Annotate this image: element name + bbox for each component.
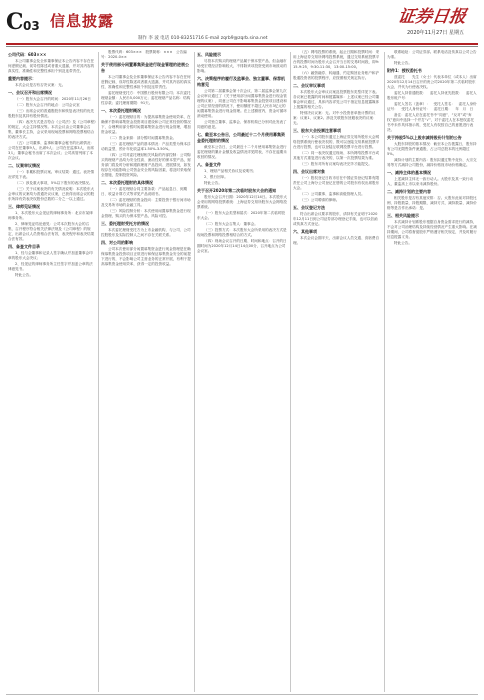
section-number bbox=[6, 9, 52, 39]
article-paragraph: （二）股东大会召集人：董事会。 bbox=[204, 222, 258, 226]
section-letter: C bbox=[6, 9, 24, 35]
article-heading: 五、会议登记方法 bbox=[293, 205, 325, 210]
article-paragraph: （三）关于议案表决的有关情况说明：本次股东大会审议的议案均为普通决议议案，已获得出席会议的股东所持有效表决权股份总数的二分之一以上通过。 bbox=[8, 187, 95, 201]
article-paragraph: 联系地址：公司证券部。联系电话及传真以公司公告为准。 bbox=[387, 50, 477, 59]
article-paragraph: 本公司董事会及全体董事保证本公告内容不存在任何虚假记载、误导性陈述或者重大遗漏，并对其内容的真实性、准确性和完整性承担个别及连带责任。 bbox=[8, 59, 95, 73]
article-heading: 关于持股5%以上股东减持股份计划的公告 bbox=[387, 135, 462, 140]
article-paragraph: （二）股东大会召开的地点：公司会议室 bbox=[15, 103, 80, 107]
article-paragraph: （一）股东大会类型和届次：2020年第二次临时股东大会。 bbox=[197, 211, 286, 220]
article-heading: 三、律师见证情况 bbox=[8, 204, 40, 209]
article-paragraph: （二）资金来源：部分暂时闲置募集资金。 bbox=[108, 136, 177, 140]
article-heading: 三、股东大会投票注意事项 bbox=[293, 128, 341, 133]
article-paragraph: （四）表决方式是否符合《公司法》及《公司章程》的规定，大会主持情况等。本次会议由公司董事会召集，董事长主持，会议采用现场投票和网络投票相结合的表决方式。 bbox=[8, 120, 96, 139]
article-paragraph: （三）公司聘请的律师。 bbox=[300, 198, 340, 202]
article-paragraph: 特此公告。 bbox=[394, 61, 412, 65]
article-paragraph: 公司本次使用部分闲置募集资金进行现金管理是在确保募集资金投资项目正常进行和保证募集资金安全的前提下进行的，不会影响公司主营业务的正常开展，有利于提高募集资金使用效率，获得一定的投资收益。 bbox=[101, 247, 191, 266]
article-paragraph: 1、本次股东大会见证的律师事务所：北京市某律师事务所。 bbox=[8, 211, 93, 220]
article-paragraph: （三）风险控制分析：本次使用闲置募集资金进行现金管理，购买的为保本型产品，风险可控。 bbox=[101, 209, 191, 218]
article-paragraph: （五）网络投票的系统、起止日期和投票时间：采用上海证券交易所网络投票系统，通过交易系统投票平台的投票时间为股东大会召开当日的交易时间段，即9:15-9:25，9:30-11:30，13:00-15:00。 bbox=[293, 50, 380, 69]
article-paragraph: （二）同一表决权通过现场、本所网络投票平台或其他方式重复进行表决的，以第一次投票结果为准。 bbox=[293, 151, 380, 160]
header-rule-thin bbox=[6, 46, 478, 47]
article-heading: 关于召开2020年第二次临时股东大会的通知 bbox=[197, 188, 277, 193]
article-heading: 六、决策程序的履行及监事会、独立董事、保荐机构意见 bbox=[197, 76, 285, 87]
column-divider bbox=[98, 52, 99, 692]
article-paragraph: 股东大会召开日期：2020年12月14日。本次股东大会采用的网络投票系统：上海证券交易所股东大会网络投票系统。 bbox=[197, 195, 287, 209]
article-paragraph: （一）本公司股东通过上海证券交易所股东大会网络投票系统行使表决权的，既可以登陆交易系统投票平台进行投票，也可以登陆互联网投票平台进行投票。 bbox=[293, 135, 380, 149]
article-paragraph: 委托人持普通股数： 委托人持优先股数： 委托人股东帐户号： bbox=[387, 91, 477, 100]
page-header bbox=[0, 0, 484, 44]
article-heading: 四、备查文件目录 bbox=[8, 244, 40, 249]
column-5 bbox=[387, 50, 477, 694]
article-heading: 重要内容提示： bbox=[8, 76, 36, 81]
article-paragraph: （一）非累积投票议案。审议结果：通过。表决情况详见下表。 bbox=[8, 170, 95, 179]
article-heading: 二、会议审议事项 bbox=[293, 83, 325, 88]
section-title: 信息披露 bbox=[50, 12, 115, 30]
article-paragraph: 上述减持主体无一致行动人。大股东及其一致行动人、董监高上市以来未减持股份。 bbox=[387, 177, 474, 186]
column-2 bbox=[101, 50, 191, 694]
article-paragraph: （二）涉及重大事项，5%以下股东的表决情况。 bbox=[15, 181, 93, 185]
editor-contact: 制作 李 波 电话 010-83251716 E-mail zqrb9@zqrb.sina.net bbox=[138, 36, 268, 41]
article-paragraph: （三）投票方式：本次股东大会所采用的表决方式是现场投票和网络投票相结合的方式。 bbox=[197, 228, 287, 237]
column-divider bbox=[384, 52, 385, 692]
article-paragraph: 符合出席会议要求的股东，请持有关证明于2020年12月11日到公司证券部办理登记手续，也可以信函或传真方式登记。 bbox=[293, 212, 378, 226]
article-paragraph: （四）现场会议召开的日期、时间和地点：召开的日期时间为2020年12月14日14点00分，召开地点为公司会议室。 bbox=[197, 239, 287, 253]
article-paragraph: 公司第二届董事会第十次会议、第二届监事会第九次会议审议通过了《关于使用部分闲置募集资金进行现金管理的议案》，同意公司在不影响募集资金投资项目建设和公司正常经营的情况下，使用额度不超过人民币3亿元的闲置募集资金进行现金管理。在上述额度内，资金可循环滚动使用。 bbox=[197, 89, 287, 118]
article-heading: 关于使用部分闲置募集资金进行现金管理的进展公告 bbox=[101, 62, 189, 73]
article-heading: 三、相关风险提示 bbox=[387, 213, 419, 218]
article-heading: 一、减持主体的基本情况 bbox=[387, 170, 431, 175]
article-paragraph: （四）公司对委托理财相关风险的内部控制：公司购买的理财产品均为安全性高、流动性好的保本型产品，财务部门将及时分析和跟踪理财产品投向、进展情况，如发现存在可能影响公司资金安全的风险因素，将及时采取保全措施，控制投资风险。 bbox=[101, 153, 191, 177]
issue-date: 2020年11月27日 星期五 bbox=[406, 30, 464, 36]
article-heading: 三、委托理财受托方的情况 bbox=[101, 221, 149, 226]
article-paragraph: （五）公司董事、监事和董事会秘书的出席情况：公司在任董事9人，出席9人；公司在任监事3人，出席3人；董事会秘书出席了本次会议；公司高管列席了本次会议。 bbox=[8, 141, 95, 160]
article-heading: 四、会议出席对象 bbox=[293, 169, 325, 174]
article-heading: 一、本次委托理财概况 bbox=[101, 108, 141, 113]
article-paragraph: 2、经见证的律师事务所主任签字并加盖公章的法律意见书。 bbox=[8, 262, 93, 271]
article-paragraph: （二）委托理财的资金投向：主要投资于银行间市场及交易所市场的金融工具。 bbox=[101, 198, 191, 207]
column-divider bbox=[194, 52, 195, 692]
article-paragraph: 特此公告。 bbox=[15, 273, 33, 277]
column-3 bbox=[197, 50, 287, 694]
article-paragraph: （一）委托理财目的：为提高募集资金使用效率，在确保不影响募集资金投资项目建设和公司正常经营的情况下，合理利用部分暂时闲置募集资金进行现金管理，增加资金收益。 bbox=[101, 115, 191, 134]
article-paragraph: 本次会议是否有否决议案：无。 bbox=[15, 83, 66, 87]
article-heading: 八、备查文件 bbox=[197, 162, 221, 167]
article-heading: 二、议案审议情况 bbox=[8, 163, 40, 168]
article-paragraph: 本公司董事会及全体董事保证本公告内容不存在任何虚假记载、误导性陈述或者重大遗漏，并对其内容的真实性、准确性和完整性承担个别及连带责任。 bbox=[101, 75, 191, 89]
article-heading: 公司代码：603××× bbox=[8, 52, 47, 57]
article-paragraph: （三）委托理财产品的基本情况：产品类型为保本浮动收益型，预计年化收益率1.50%-3.50%。 bbox=[101, 142, 191, 151]
article-heading: 二、本次委托理财的具体情况 bbox=[101, 180, 153, 185]
column-4 bbox=[293, 50, 381, 694]
article-paragraph: 1、经与会董事和记录人签字确认并加盖董事会印章的股东大会决议； bbox=[8, 251, 93, 260]
article-paragraph: 特别决议议案：无。对中小投资者单独计票的议案：议案1、议案2。涉及关联股东回避表决的议案：无。 bbox=[293, 111, 377, 125]
article-paragraph: 股票代码：603××× 股票简称：××× 公告编号：2020-0×× bbox=[101, 50, 187, 59]
article-paragraph: （三）股东对所有议案均表决完毕才能提交。 bbox=[300, 162, 372, 166]
article-paragraph: 2、银行回单。 bbox=[204, 175, 228, 179]
article-heading: 五、风险提示 bbox=[197, 52, 221, 57]
article-paragraph: 备注：委托人应在委托书中“同意”、“反对”或“弃权”意向中选择一个并打“√”，对于委托人在本授权委托书中未作具体指示的，受托人有权按自己的意愿进行表决。 bbox=[387, 113, 474, 132]
article-paragraph: 本次减持计划系股东根据自身资金需求进行的减持，不会对公司治理结构及持续经营情况产生重大影响。在减持期间，公司将督促股东严格遵守相关规定，并及时履行信息披露义务。 bbox=[387, 220, 477, 239]
article-heading: 六、其他事项 bbox=[293, 229, 317, 234]
article-paragraph: 兹委托 先生（女士）代表本单位（或本人）出席2020年12月14日召开的贵公司2020年第二次临时股东大会，并代为行使表决权。 bbox=[387, 75, 477, 89]
article-paragraph: 减持计划的主要内容：股东拟通过集中竞价、大宗交易等方式减持公司股份，减持价格视市场价格确定。 bbox=[387, 158, 477, 167]
article-paragraph: （一）委托理财合同主要条款：产品起息日、到期日、收益计算方式等详见产品说明书。 bbox=[101, 187, 188, 196]
column-1 bbox=[8, 50, 96, 694]
article-paragraph: （二）公司董事、监事和高级管理人员。 bbox=[300, 192, 365, 196]
footer-rule bbox=[6, 694, 478, 695]
article-paragraph: 本次股东大会审议议案及投票股东类型详见下表。各议案已披露的时间和披露媒体：上述议案已经公司董事会审议通过，具体内容详见公司于指定信息披露媒体上披露的相关公告。 bbox=[293, 90, 380, 109]
column-divider bbox=[290, 52, 291, 692]
article-paragraph: 1、理财产品相关协议及说明书； bbox=[204, 169, 257, 173]
article-paragraph: 委托人签名（盖章）： 受托人签名： 委托人身份证号： 受托人身份证号： 委托日期： 年 月 日 bbox=[387, 102, 477, 111]
article-paragraph: 相关股东是否有其他安排：否。大股东此前对持股比例、持股数量、持股期限、减持方式、减持数量、减持价格等是否作出承诺：是。 bbox=[387, 196, 477, 210]
article-paragraph: （三）出席会议的普通股股东和恢复表决权的优先股股东及其持有股份情况。 bbox=[8, 109, 95, 118]
article-paragraph: 特此公告。 bbox=[394, 241, 412, 245]
article-heading: 七、截至本公告日，公司最近十二个月使用募集资金委托理财的情况 bbox=[197, 132, 285, 143]
article-paragraph: 本次会议会期半天，出席会议人员交通、食宿费自理。 bbox=[293, 236, 380, 245]
article-heading: 四、对公司的影响 bbox=[101, 240, 133, 245]
article-paragraph: 截至本公告日，公司最近十二个月使用募集资金进行委托理财的累计金额及收益情况详见附表，不存在逾期未收回的情况。 bbox=[197, 145, 287, 159]
article-paragraph: 尽管本次购买的理财产品属于保本型产品，但金融市场受宏观经济影响较大，不排除该项投资受到市场波动的影响。 bbox=[197, 59, 287, 73]
article-paragraph: 2、律师见证结论意见：公司本次股东大会的召集、召开程序符合相关法律法规及《公司章程》的规定，出席会议人员资格合法有效，表决程序和表决结果合法有效。 bbox=[8, 222, 95, 241]
newspaper-masthead: 证券日报 bbox=[396, 7, 468, 27]
article-heading: 附件1：授权委托书 bbox=[387, 68, 422, 73]
section-digits: 03 bbox=[23, 19, 40, 33]
article-heading: 二、减持计划的主要内容 bbox=[387, 189, 431, 194]
article-paragraph: 特此公告。 bbox=[204, 181, 222, 185]
article-paragraph: （六）融资融券、转融通、约定购回业务账户和沪股通投资者的投票程序，应按照相关规定执行。 bbox=[293, 71, 380, 80]
article-paragraph: （一）股东大会召开的时间：2020年11月26日 bbox=[15, 97, 91, 101]
header-rule bbox=[6, 43, 478, 45]
article-paragraph: 公司独立董事、监事会、保荐机构已分别对此发表了同意的意见。 bbox=[197, 120, 287, 129]
article-paragraph: 委托理财受托方：中国银行股份有限公司；本次委托理财金额：人民币5,000万元；委托理财产品名称：结构性存款；委托理财期限：91天。 bbox=[101, 91, 191, 105]
article-paragraph: 本次委托理财受托方为上市金融机构，与公司、公司控股股东及实际控制人之间不存在关联关系。 bbox=[101, 228, 191, 237]
article-heading: 一、会议召开和出席情况 bbox=[8, 90, 52, 95]
article-paragraph: 大股东持股的基本情况：截至本公告披露日，股东持有公司无限售条件流通股，占公司总股本的比例超过5%。 bbox=[387, 142, 477, 156]
article-paragraph: （一）股权登记日收市后在中国证券登记结算有限责任公司上海分公司登记在册的公司股东有权出席股东大会。 bbox=[293, 176, 380, 190]
